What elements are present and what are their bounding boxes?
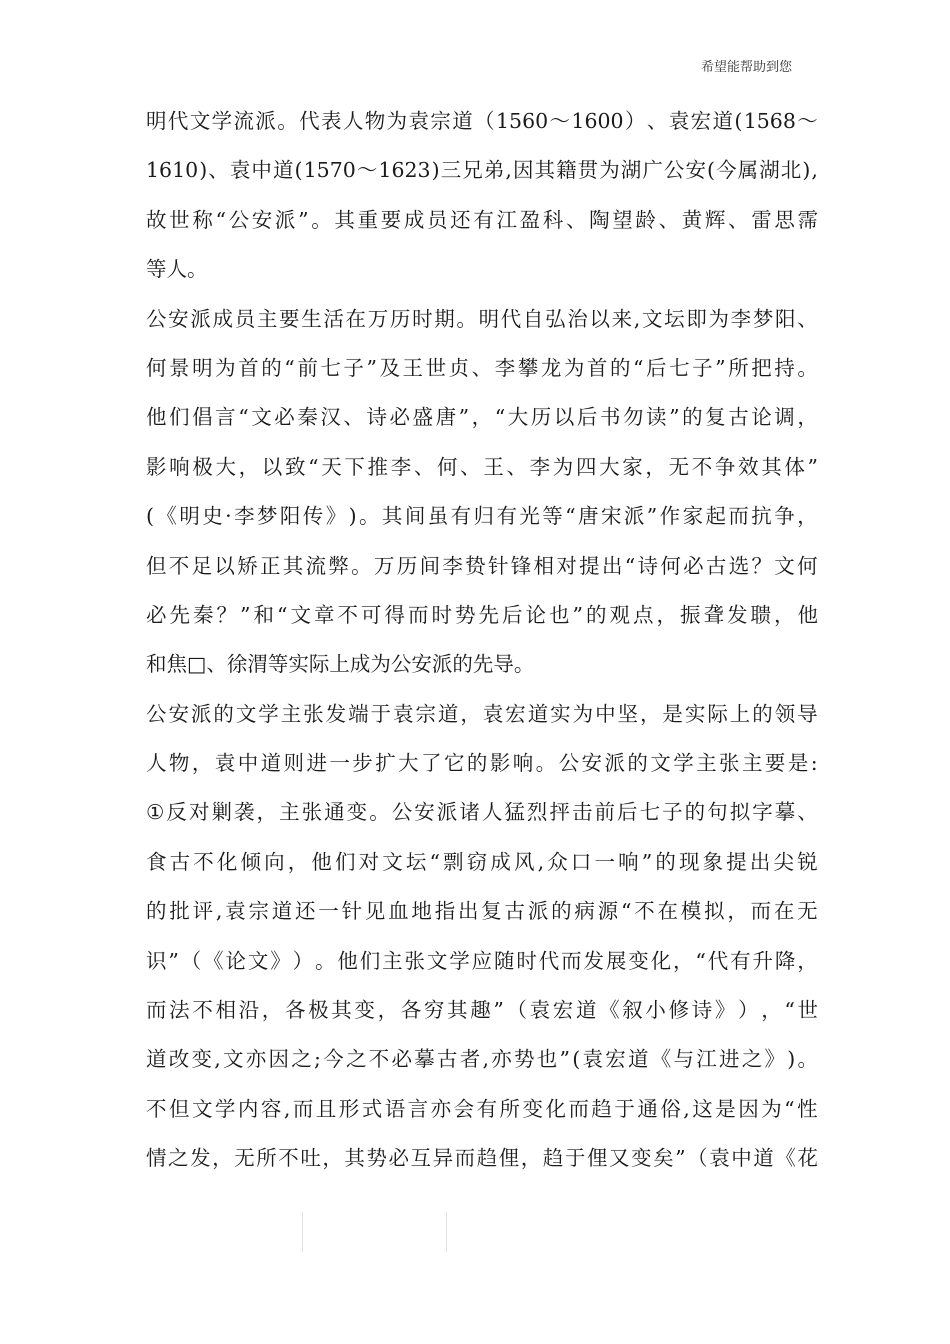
text-line: 识 ” （ 《 论 文 》 ） 。 他 们 主 张 文 学 应 随 时 代 而 发 展 变 化 ， “ 代 有 升 降 ， bbox=[146, 948, 818, 973]
text-line: ① 反 对 剿 袭 ， 主 张 通 变 。 公 安 派 诸 人 猛 烈 抨 击 前 后 七 子 的 句 拟 字 摹 、 bbox=[146, 800, 818, 825]
text-line: 影 响 极 大 ， 以 致 “ 天 下 推 李 、 何 、 王 、 李 为 四 大 家 ， 无 不 争 效 其 体 ” bbox=[146, 454, 818, 479]
text-line: ( 《 明 史 · 李 梦 阳 传 》 ) 。 其 间 虽 有 归 有 光 等 “ 唐 宋 派 ” 作 家 起 而 抗 争 ， bbox=[146, 504, 818, 529]
text-line: 人 物 ， 袁 中 道 则 进 一 步 扩 大 了 它 的 影 响 。 公 安 派 的 文 学 主 张 主 要 是 : bbox=[146, 751, 818, 776]
text-line: 不 但 文 学 内 容 , 而 且 形 式 语 言 亦 会 有 所 变 化 而 趋 于 通 俗 , 这 是 因 为 “ 性 bbox=[146, 1096, 818, 1121]
text-line: 故 世 称 “ 公 安 派 ” 。 其 重 要 成 员 还 有 江 盈 科 、 陶 望 龄 、 黄 辉 、 雷 思 霈 bbox=[146, 207, 818, 232]
text-line: 1610 ) 、 袁 中 道 ( 1570 ～ 1623 ) 三 兄 弟 , 因 其 籍 贯 为 湖 广 公 安 ( 今 属 湖 北 ) , bbox=[146, 158, 818, 183]
footer-divider-right bbox=[446, 1212, 447, 1252]
text-line: 公 安 派 成 员 主 要 生 活 在 万 历 时 期 。 明 代 自 弘 治 以 来 , 文 坛 即 为 李 梦 阳 、 bbox=[146, 306, 818, 331]
footer-divider-left bbox=[302, 1212, 303, 1252]
document-body bbox=[146, 104, 818, 1191]
text-line: 的 批 评 , 袁 宗 道 还 一 针 见 血 地 指 出 复 古 派 的 病 源 “ 不 在 模 拟 ， 而 在 无 bbox=[146, 899, 818, 924]
text-line: 但 不 足 以 矫 正 其 流 弊 。 万 历 间 李 贽 针 锋 相 对 提 出 “ 诗 何 必 古 选 ？ 文 何 bbox=[146, 553, 818, 578]
text-line: 和 焦 □ 、 徐 渭 等 实 际 上 成 为 公 安 派 的 先 导 。 bbox=[146, 652, 535, 677]
text-line: 情 之 发 ， 无 所 不 吐 ， 其 势 必 互 异 而 趋 俚 ， 趋 于 俚 又 变 矣 ” （ 袁 中 道 《 花 bbox=[146, 1146, 818, 1171]
text-line: 公 安 派 的 文 学 主 张 发 端 于 袁 宗 道 ， 袁 宏 道 实 为 中 坚 ， 是 实 际 上 的 领 导 bbox=[146, 701, 818, 726]
text-line: 而 法 不 相 沿 ， 各 极 其 变 ， 各 穷 其 趣 ” （ 袁 宏 道 《 叙 小 修 诗 》 ） ， “ 世 bbox=[146, 998, 818, 1023]
text-line: 必 先 秦 ？ ” 和 “ 文 章 不 可 得 而 时 势 先 后 论 也 ” 的 观 点 ， 振 聋 发 聩 ， 他 bbox=[146, 602, 818, 627]
text-line: 他 们 倡 言 “ 文 必 秦 汉 、 诗 必 盛 唐 ” ， “ 大 历 以 后 书 勿 读 ” 的 复 古 论 调 ， bbox=[146, 405, 818, 430]
text-line: 等 人 。 bbox=[146, 257, 208, 282]
text-line: 食 古 不 化 倾 向 ， 他 们 对 文 坛 “ 剽 窃 成 风 , 众 口 一 响 ” 的 现 象 提 出 尖 锐 bbox=[146, 849, 818, 874]
text-line: 明 代 文 学 流 派 。 代 表 人 物 为 袁 宗 道 （ 1560 ～ 1600 ） 、 袁 宏 道 ( 1568 ～ bbox=[146, 109, 818, 133]
page-header-text: 希望能帮助到您 bbox=[700, 60, 792, 75]
text-line: 道 改 变 , 文 亦 因 之 ; 今 之 不 必 摹 古 者 , 亦 势 也 ” ( 袁 宏 道 《 与 江 进 之 》 ) 。 bbox=[146, 1047, 818, 1072]
text-line: 何 景 明 为 首 的 “ 前 七 子 ” 及 王 世 贞 、 李 攀 龙 为 首 的 “ 后 七 子 ” 所 把 持 。 bbox=[146, 355, 818, 380]
